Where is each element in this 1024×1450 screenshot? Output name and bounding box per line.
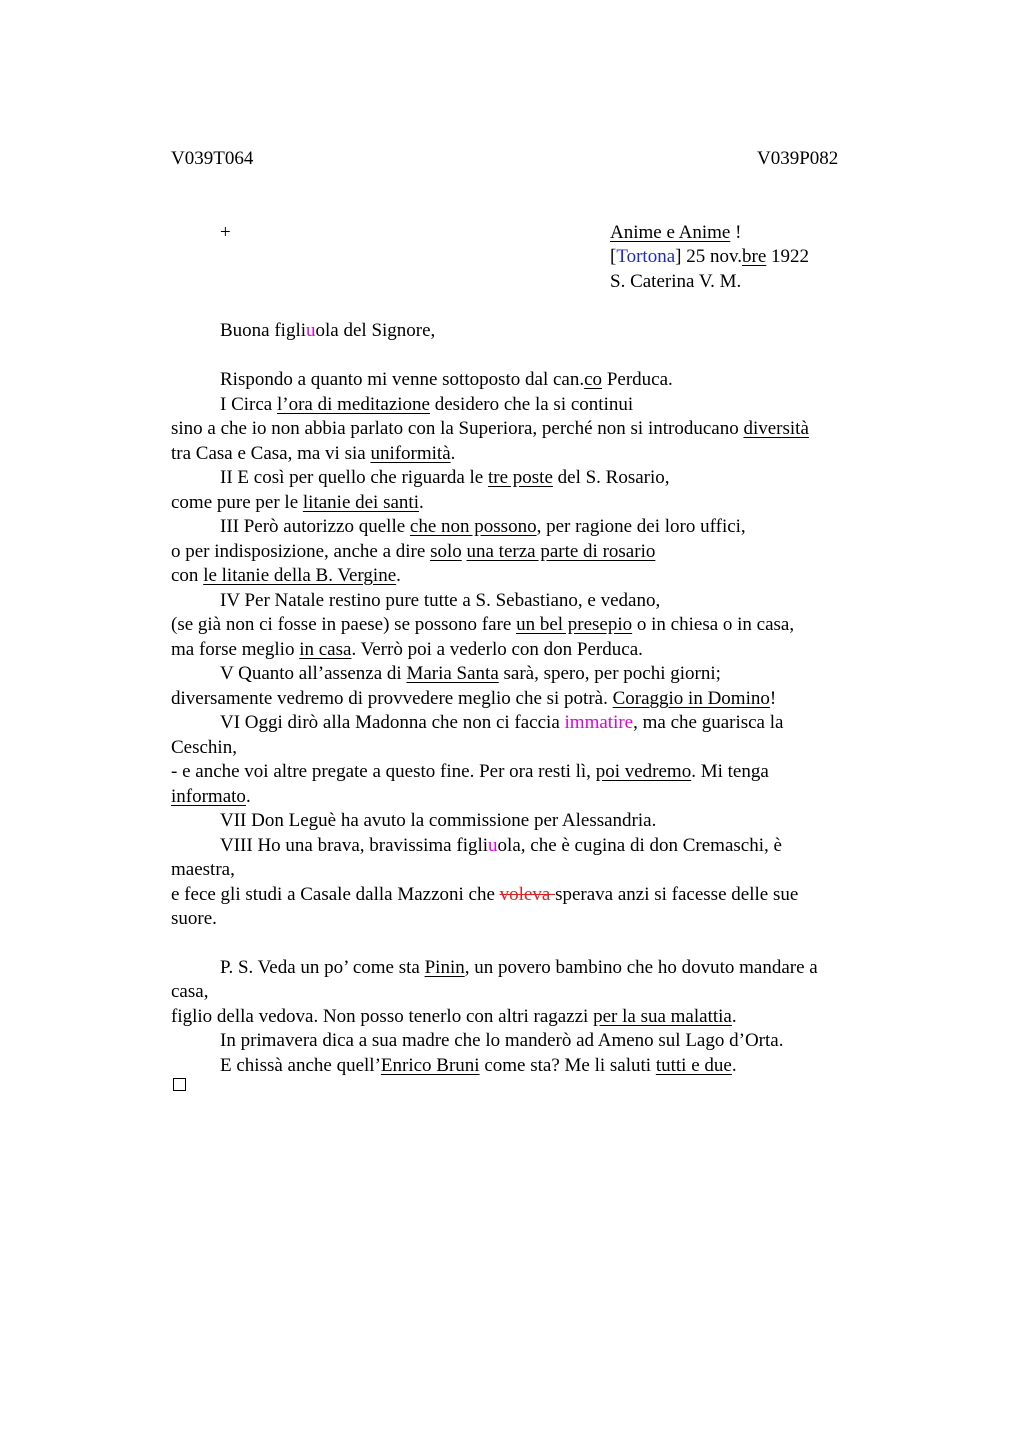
letter-saint: S. Caterina V. M. bbox=[610, 271, 742, 292]
body-line: V Quanto all’assenza di Maria Santa sarà, spero, per pochi giorni; bbox=[220, 663, 721, 684]
letter-date: [Tortona] 25 nov.bre 1922 bbox=[610, 246, 810, 267]
body-line: diversamente vedremo di provvedere meglio che si potrà. Coraggio in Domino! bbox=[171, 688, 777, 709]
body-line: VII Don Leguè ha avuto la commissione per Alessandria. bbox=[220, 810, 657, 831]
body-line: - e anche voi altre pregate a questo fine. Per ora resti lì, poi vedremo. Mi tenga bbox=[171, 761, 769, 782]
body-line: I Circa l’ora di meditazione desidero che la si continui bbox=[220, 394, 634, 415]
body-line: VI Oggi dirò alla Madonna che non ci faccia immatire, ma che guarisca la bbox=[220, 712, 784, 733]
body-line: sino a che io non abbia parlato con la Superiora, perché non si introducano diversità bbox=[171, 418, 809, 439]
postscript-line: In primavera dica a sua madre che lo manderò ad Ameno sul Lago d’Orta. bbox=[220, 1030, 784, 1051]
body-line: Rispondo a quanto mi venne sottoposto dal can.co Perduca. bbox=[220, 369, 673, 390]
letter-title: Anime e Anime ! bbox=[610, 222, 742, 243]
postscript-line: casa, bbox=[171, 981, 209, 1002]
body-line: III Però autorizzo quelle che non possono, per ragione dei loro uffici, bbox=[220, 516, 746, 537]
left-code: V039T064 bbox=[171, 148, 254, 169]
body-line: tra Casa e Casa, ma vi sia uniformità. bbox=[171, 443, 456, 464]
body-line: Ceschin, bbox=[171, 737, 237, 758]
postscript-line: E chissà anche quell’Enrico Bruni come sta? Me li saluti tutti e due. bbox=[220, 1055, 737, 1076]
cross-mark: + bbox=[220, 222, 231, 243]
right-code: V039P082 bbox=[757, 148, 839, 169]
body-line: VIII Ho una brava, bravissima figliuola, che è cugina di don Cremaschi, è bbox=[220, 835, 782, 856]
body-line: ma forse meglio in casa. Verrò poi a vederlo con don Perduca. bbox=[171, 639, 643, 660]
body-line: come pure per le litanie dei santi. bbox=[171, 492, 424, 513]
body-line: (se già non ci fosse in paese) se possono fare un bel presepio o in chiesa o in casa, bbox=[171, 614, 795, 635]
postscript-line: P. S. Veda un po’ come sta Pinin, un povero bambino che ho dovuto mandare a bbox=[220, 957, 818, 978]
body-line: II E così per quello che riguarda le tre poste del S. Rosario, bbox=[220, 467, 670, 488]
body-line: e fece gli studi a Casale dalla Mazzoni che voleva sperava anzi si facesse delle sue bbox=[171, 884, 799, 905]
body-line: maestra, bbox=[171, 859, 235, 880]
body-line: informato. bbox=[171, 786, 251, 807]
body-line: con le litanie della B. Vergine. bbox=[171, 565, 401, 586]
end-square-mark bbox=[173, 1078, 186, 1091]
greeting: Buona figliuola del Signore, bbox=[220, 320, 436, 341]
body-line: IV Per Natale restino pure tutte a S. Sebastiano, e vedano, bbox=[220, 590, 661, 611]
body-line: o per indisposizione, anche a dire solo una terza parte di rosario bbox=[171, 541, 656, 562]
body-line: suore. bbox=[171, 908, 217, 929]
postscript-line: figlio della vedova. Non posso tenerlo con altri ragazzi per la sua malattia. bbox=[171, 1006, 737, 1027]
